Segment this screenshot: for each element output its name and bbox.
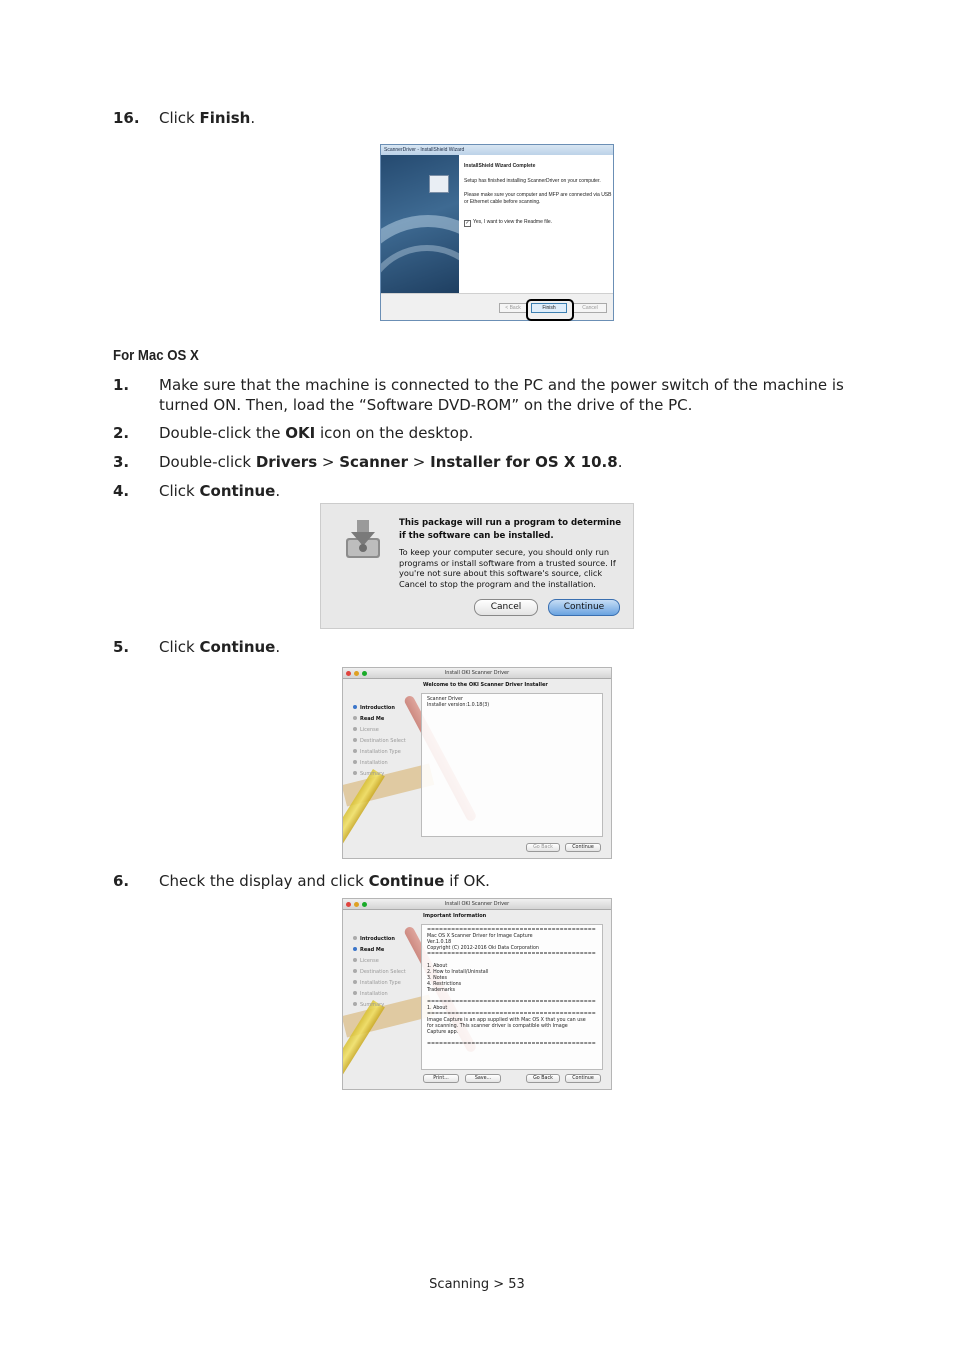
alert-title: This package will run a program to determine if the software can be installed. — [399, 518, 622, 541]
installer-titlebar — [343, 668, 611, 679]
readme-checkbox-label: Yes, I want to view the Readme file. — [473, 219, 553, 225]
readme-checkbox-row[interactable] — [464, 219, 612, 227]
go-back-button[interactable]: Go Back — [526, 1074, 560, 1083]
minimize-icon[interactable] — [354, 671, 359, 676]
continue-button[interactable]: Continue — [565, 843, 601, 852]
print-button[interactable]: Print... — [423, 1074, 459, 1083]
finish-button[interactable]: Finish — [531, 303, 567, 313]
step-destination: Destination Select — [353, 967, 406, 978]
step-installation: Installation — [353, 989, 406, 1000]
step-license: License — [353, 956, 406, 967]
installshield-screenshot — [380, 144, 614, 321]
step-installation-type: Installation Type — [353, 747, 406, 758]
package-alert-screenshot — [320, 503, 634, 629]
step-number: 2. — [113, 424, 130, 442]
step-introduction: Introduction — [353, 703, 406, 714]
step-text: Check the display and click Continue if OK. — [159, 872, 490, 890]
alert-message — [399, 517, 624, 589]
installer-heading: Welcome to the OKI Scanner Driver Installer — [423, 682, 548, 688]
step-summary: Summary — [353, 769, 406, 780]
step-text: Click Continue. — [159, 482, 281, 500]
step-number: 4. — [113, 482, 130, 500]
installer-icon — [429, 175, 449, 193]
page-footer: Scanning > 53 — [429, 1277, 525, 1292]
section-heading: For Mac OS X — [113, 347, 199, 364]
step-number: 5. — [113, 638, 130, 656]
minimize-icon[interactable] — [354, 902, 359, 907]
checkbox-checked-icon[interactable]: ✓ — [465, 220, 470, 226]
wizard-message-1: Setup has finished installing ScannerDriver on your computer. — [464, 177, 601, 184]
installer-content-panel: Scanner Driver Installer version:1.0.18(3) — [421, 693, 603, 837]
step-summary: Summary — [353, 1000, 406, 1011]
back-button[interactable]: < Back — [499, 303, 527, 313]
installer-title: Install OKI Scanner Driver — [444, 901, 510, 907]
step-text: Click Finish. — [159, 109, 256, 127]
alert-body: To keep your computer secure, you should only run programs or install software from a trusted source. If you're not sure about this software's source, click Cancel to stop the program and the installation. — [399, 547, 616, 589]
step-number: 3. — [113, 453, 130, 471]
step-number: 1. — [113, 376, 130, 394]
cancel-button[interactable]: Cancel — [573, 303, 607, 313]
step-text: Click Continue. — [159, 638, 281, 656]
installer-heading: Important Information — [423, 913, 487, 919]
step-text: Double-click the OKI icon on the desktop. — [159, 424, 474, 442]
wizard-message-2: Please make sure your computer and MFP are connected via USB or Ethernet cable before scanning. — [464, 192, 612, 205]
step-text: Double-click Drivers > Scanner > Installer for OS X 10.8. — [159, 453, 623, 471]
installer-readme-screenshot — [342, 898, 612, 1090]
go-back-button[interactable]: Go Back — [526, 843, 560, 852]
wizard-heading: InstallShield Wizard Complete — [464, 163, 536, 169]
step-text: Make sure that the machine is connected to the PC and the power switch of the machine is turned ON. Then, load the “Software DVD-ROM” on the drive of the PC. — [159, 376, 844, 414]
installer-steps — [353, 703, 406, 780]
cancel-button[interactable]: Cancel — [474, 599, 538, 616]
continue-button[interactable]: Continue — [565, 1074, 601, 1083]
step-number: 16. — [113, 109, 140, 127]
step-read-me: Read Me — [353, 945, 406, 956]
close-icon[interactable] — [346, 902, 351, 907]
wizard-button-bar — [381, 293, 613, 320]
installer-disk-icon — [343, 518, 383, 562]
installer-steps — [353, 934, 406, 1011]
installer-introduction-screenshot — [342, 667, 612, 859]
zoom-icon[interactable] — [362, 671, 367, 676]
step-license: License — [353, 725, 406, 736]
installer-titlebar — [343, 899, 611, 910]
readme-text-panel[interactable]: ========================================== Mac OS X Scanner Driver for Image Capture Ver.1.0.18 Copyright (C) 2012-2016 Oki Data Corporation ========================================== 1. About 2. How to Install/Uninstall 3. Notes 4. Restrictions Trademarks ========================================== 1. About ========================================== Image Capture is an app supplied with Mac OS X that you can use for scanning. This scanner driver is compatible with Image Capture app. ========================================== — [421, 924, 603, 1070]
step-destination: Destination Select — [353, 736, 406, 747]
step-installation: Installation — [353, 758, 406, 769]
step-number: 6. — [113, 872, 130, 890]
step-introduction: Introduction — [353, 934, 406, 945]
continue-button[interactable]: Continue — [548, 599, 620, 616]
installer-title: Install OKI Scanner Driver — [444, 670, 510, 676]
save-button[interactable]: Save... — [465, 1074, 501, 1083]
step-installation-type: Installation Type — [353, 978, 406, 989]
wizard-content — [464, 163, 612, 227]
wizard-side-graphic — [381, 155, 459, 295]
close-icon[interactable] — [346, 671, 351, 676]
finish-highlight — [526, 299, 574, 321]
window-title: ScannerDriver - InstallShield Wizard — [381, 145, 613, 155]
step-read-me: Read Me — [353, 714, 406, 725]
zoom-icon[interactable] — [362, 902, 367, 907]
